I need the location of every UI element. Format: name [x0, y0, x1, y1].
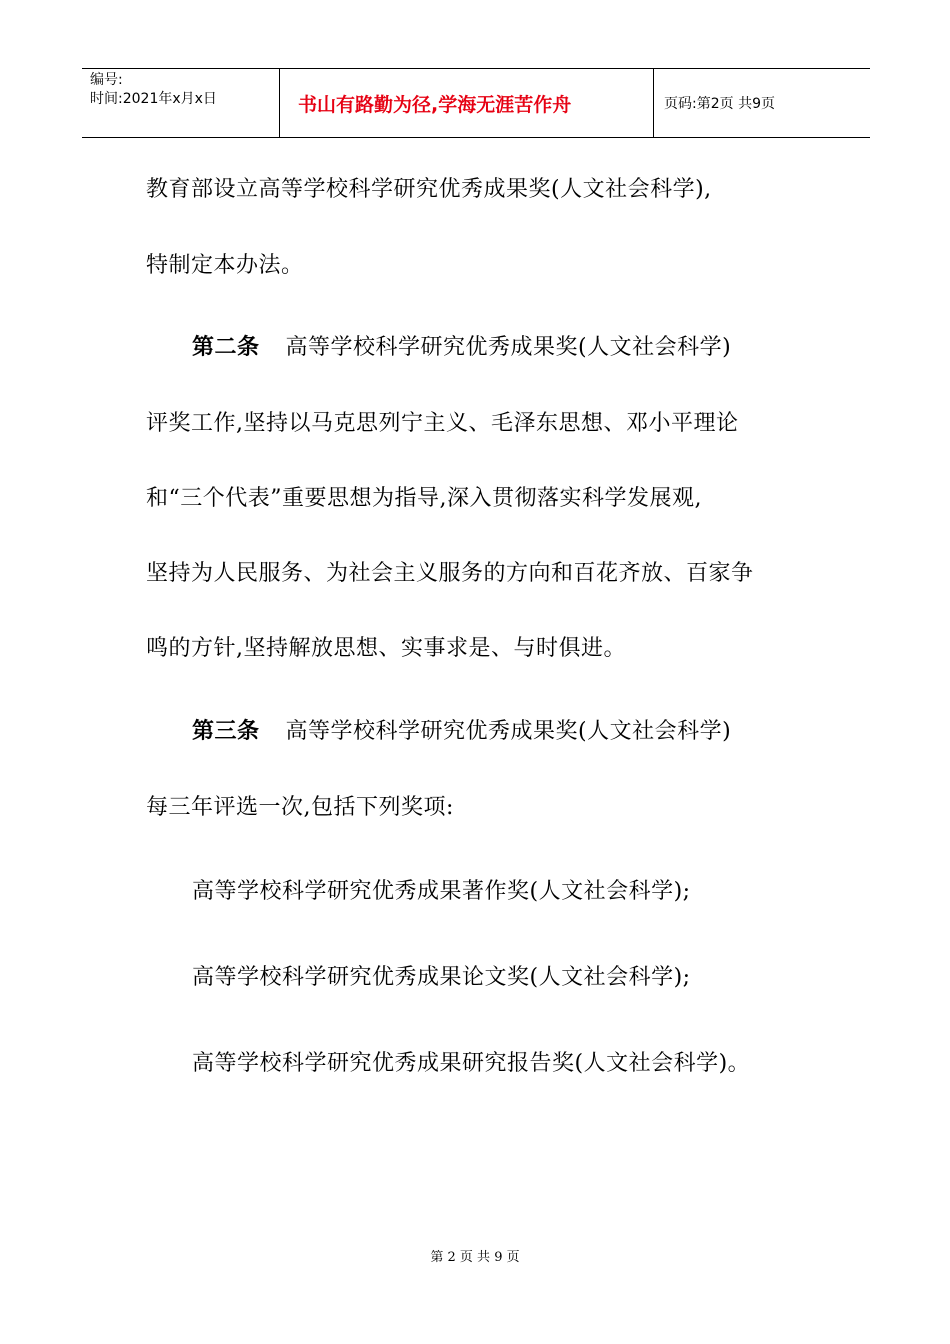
award-item-2: 高等学校科学研究优秀成果论文奖(人文社会科学); — [192, 965, 691, 990]
article-2-line-5: 鸣的方针,坚持解放思想、实事求是、与时俱进。 — [146, 636, 626, 661]
article-2-heading: 第二条 — [192, 334, 260, 360]
article-3-heading: 第三条 — [192, 718, 260, 744]
article-3-paragraph — [192, 714, 731, 745]
award-item-1: 高等学校科学研究优秀成果著作奖(人文社会科学); — [192, 879, 691, 904]
article-3-line-1: 高等学校科学研究优秀成果奖(人文社会科学) — [285, 719, 732, 744]
article-2-line-2: 评奖工作,坚持以马克思列宁主义、毛泽东思想、邓小平理论 — [146, 411, 739, 436]
date-label: 时间:2021年x月x日 — [90, 91, 217, 107]
body-line-2: 特制定本办法。 — [146, 253, 304, 278]
article-3-line-2: 每三年评选一次,包括下列奖项: — [146, 795, 454, 820]
header-motto: 书山有路勤为径,学海无涯苦作舟 — [280, 69, 654, 137]
article-2-paragraph — [192, 330, 731, 361]
award-item-3: 高等学校科学研究优秀成果研究报告奖(人文社会科学)。 — [192, 1051, 751, 1076]
number-label: 编号: — [90, 72, 123, 88]
header-page-info: 页码:第2页 共9页 — [664, 96, 775, 112]
page-header — [82, 68, 870, 138]
article-2-line-4: 坚持为人民服务、为社会主义服务的方向和百花齐放、百家争 — [146, 561, 754, 586]
article-2-line-1: 高等学校科学研究优秀成果奖(人文社会科学) — [285, 335, 732, 360]
header-meta — [82, 69, 280, 137]
body-line-1: 教育部设立高等学校科学研究优秀成果奖(人文社会科学), — [146, 177, 712, 202]
article-2-line-3: 和“三个代表”重要思想为指导,深入贯彻落实科学发展观, — [146, 486, 702, 511]
page-footer: 第 2 页 共 9 页 — [430, 1250, 520, 1265]
